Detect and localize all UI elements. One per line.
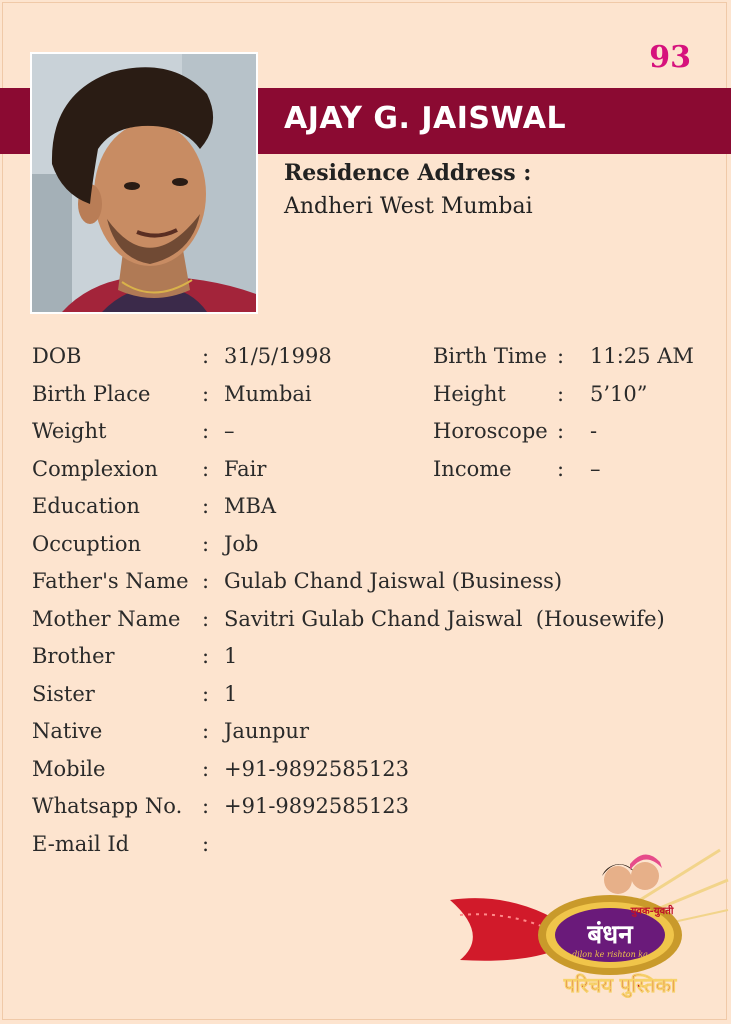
bandhan-logo-graphic [440, 840, 730, 1020]
mobile-value: +91-9892585123 [224, 756, 410, 781]
email-label: E-mail Id [32, 831, 130, 856]
colon: : [202, 756, 210, 781]
sister-label: Sister [32, 681, 95, 706]
father-label: Father's Name [32, 569, 189, 593]
brother-label: Brother [32, 644, 115, 668]
profile-photo [30, 52, 258, 314]
detail-row-mobile [32, 751, 712, 789]
dob-label: DOB [32, 344, 82, 368]
birth-place-value: Mumbai [224, 381, 312, 406]
birth-place-label: Birth Place [32, 381, 151, 406]
colon: : [202, 419, 210, 443]
logo-title: बंधन [587, 920, 633, 950]
colon: : [557, 456, 565, 481]
colon: : [557, 381, 565, 406]
birth-time-label: Birth Time [433, 344, 547, 368]
income-label: Income [433, 456, 512, 481]
income-value: – [590, 456, 601, 481]
weight-value: – [224, 419, 235, 443]
mother-value: Savitri Gulab Chand Jaiswal (Housewife) [224, 606, 665, 631]
colon: : [202, 569, 210, 593]
details-list [32, 338, 712, 863]
education-value: MBA [224, 494, 277, 518]
colon: : [202, 531, 210, 556]
whatsapp-value: +91-9892585123 [224, 794, 410, 818]
mobile-label: Mobile [32, 756, 106, 781]
native-value: Jaunpur [224, 719, 309, 743]
complexion-label: Complexion [32, 456, 158, 481]
detail-row-brother [32, 638, 712, 676]
address-heading: Residence Address : [284, 160, 532, 186]
detail-row-complexion [32, 451, 712, 489]
detail-row-father [32, 563, 712, 601]
father-value: Gulab Chand Jaiswal (Business) [224, 569, 563, 593]
detail-row-native [32, 713, 712, 751]
logo-subtitle-top: युवक-युवती [630, 906, 674, 917]
occupation-value: Job [224, 531, 259, 556]
detail-row-whatsapp [32, 788, 712, 826]
education-label: Education [32, 494, 140, 518]
detail-row-weight [32, 413, 712, 451]
colon: : [202, 644, 210, 668]
complexion-value: Fair [224, 456, 267, 481]
birth-time-value: 11:25 AM [590, 344, 694, 368]
height-label: Height [433, 381, 506, 406]
logo-tagline: dilon ke rishton ka [572, 950, 648, 959]
profile-name: AJAY G. JAISWAL [284, 101, 567, 136]
colon: : [202, 494, 210, 518]
dob-value: 31/5/1998 [224, 344, 332, 368]
colon: : [202, 719, 210, 743]
colon: : [202, 456, 210, 481]
horoscope-label: Horoscope [433, 419, 548, 443]
colon: : [202, 381, 210, 406]
colon: : [202, 831, 210, 856]
colon: : [557, 344, 565, 368]
page-number: 93 [649, 40, 691, 75]
detail-row-education [32, 488, 712, 526]
detail-row-occupation [32, 526, 712, 564]
detail-row-birth-place [32, 376, 712, 414]
sister-value: 1 [224, 681, 238, 706]
profile-photo-illustration [32, 54, 256, 312]
colon: : [557, 419, 565, 443]
logo-subtitle-bottom: परिचय पुस्तिका [563, 973, 677, 997]
brother-value: 1 [224, 644, 238, 668]
native-label: Native [32, 719, 103, 743]
detail-row-mother [32, 601, 712, 639]
occupation-label: Occuption [32, 531, 142, 556]
horoscope-value: - [590, 419, 598, 443]
colon: : [202, 681, 210, 706]
whatsapp-label: Whatsapp No. [32, 794, 183, 818]
bandhan-logo [440, 840, 730, 1020]
weight-label: Weight [32, 419, 107, 443]
detail-row-dob [32, 338, 712, 376]
height-value: 5’10” [590, 381, 648, 406]
address-value: Andheri West Mumbai [284, 194, 533, 219]
mother-label: Mother Name [32, 606, 181, 631]
detail-row-sister [32, 676, 712, 714]
colon: : [202, 606, 210, 631]
colon: : [202, 344, 210, 368]
colon: : [202, 794, 210, 818]
